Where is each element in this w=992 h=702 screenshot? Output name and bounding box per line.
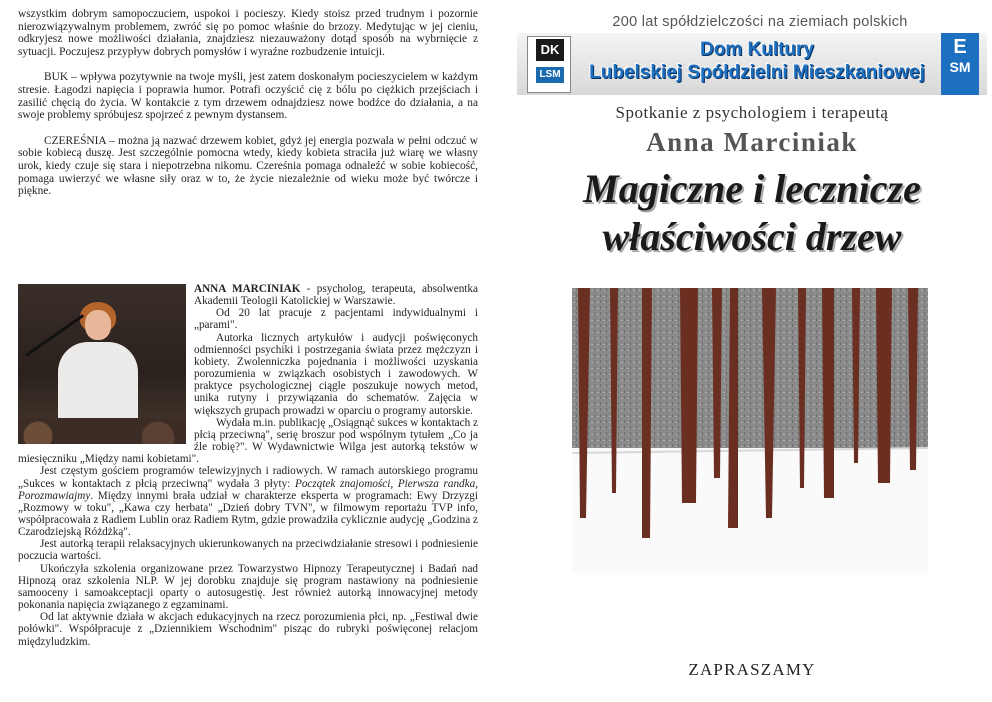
event-subtitle: Spotkanie z psychologiem i terapeutą — [615, 103, 889, 122]
bio-paragraph: Autorka licznych artykułów i audycji poświęconych odmienności psychiki i postrzegania świata przez mężczyzn i kobiety. Zwolenniczka pojednania i możliwości uzyskania porozumienia w związkach osobistych i zawodowych. W praktyce psychologicznej ciągle poszukuje nowych metod, unika rutyny i przywiązania do schematów. Zajęcia w większych grupach prowadzi w oparciu o programy autorskie. — [194, 331, 478, 417]
org-banner — [517, 33, 987, 95]
dk-lsm-logo: DK LSM — [527, 36, 571, 93]
bio-paragraph: Od 20 lat pracuje z pacjentami indywidualnymi i „parami". — [194, 307, 478, 332]
event-title: Magiczne i lecznicze właściwości drzew — [583, 166, 921, 259]
poster — [512, 0, 992, 702]
bio-paragraph: Wydała m.in. publikację „Osiągnąć sukces w kontaktach z płcią przeciwną", serię broszur pod wspólnym tytułem „Co ja źle robię?". W Wydawnictwie Wilga jest autorką tekstów w miesięczniku „Między nami kobietami". — [18, 416, 478, 466]
org-name: Dom Kultury Lubelskiej Spółdzielni Mieszkaniowej — [589, 39, 925, 83]
paragraph-buk: BUK – wpływa pozytywnie na twoje myśli, jest zatem doskonałym pocieszycielem w każdym stresie. Łagodzi napięcia i poprawia humor. Potrafi oczyścić cię z bólu po ciężkich przejściach i zasilić chęcią do życia. W kontakcie z tym drzewem odnajdziesz nowe bodźce do działania, a na swoje problemy spróbujesz spojrzeć z pewnym dystansem. — [18, 71, 478, 122]
esm-logo: E SM — [941, 33, 979, 95]
paragraph-brzoza: wszystkim dobrym samopoczuciem, uspokoi i pocieszy. Kiedy stoisz przed trudnym i pozornie nierozwiązywalnym problemem, zwróć się po pomoc właśnie do brzozy. Medytując w jej cieniu, odkryjesz nowe możliwości działania, znajdziesz niezauważony dotąd sposób na wybrnięcie z sytuacji. Poczujesz przypływ dobrych pomysłów i wyraźne rozbudzenie intuicji. — [18, 8, 478, 58]
bio-name: ANNA MARCINIAK — [194, 283, 301, 295]
bio-paragraph: Ukończyła szkolenia organizowane przez Towarzystwo Hipnozy Terapeutycznej i Badań nad Hipnozą oraz szkolenia NLP. W jej dorobku znajduje się program nastawiony na podniesienie samooceny i samoakceptacji oparty o autosugestię. Jest również autorką innowacyjnej metody pokonania napięcia związanego z egzaminami. — [18, 562, 478, 612]
speaker-photo — [18, 284, 186, 444]
invite-text: ZAPRASZAMY — [688, 660, 816, 679]
author-bio — [18, 283, 478, 648]
bio-paragraph: Od lat aktywnie działa w akcjach edukacyjnych na rzecz porozumienia płci, np. „Festiwal dwie połówki". Współpracuje z „Dziennikiem Wschodnim" pisząc do rubryki poświęconej relacjom międzyludzkim. — [18, 611, 478, 648]
article-text — [18, 8, 478, 198]
paragraph-czeresnia: CZEREŚNIA – można ją nazwać drzewem kobiet, gdyż jej energia pozwala w pełni odczuć w sobie kobiecą duszę. Jest szczególnie pomocna wtedy, kiedy kobieta straciła już wiarę we własny urok, kiedy czuje się stara i niepotrzebna nikomu. Czereśnia pomaga odnaleźć w sobie kobiecość, pomaga uwierzyć we własne siły oraz w to, że życie niezależnie od wieku może być twórcze i piękne. — [18, 134, 478, 198]
bio-intro: - psycholog, terapeuta, absolwentka Akademii Teologii Katolickiej w Warszawie. — [194, 283, 478, 308]
forest-illustration — [572, 288, 928, 573]
tagline: 200 lat spółdzielczości na ziemiach polskich — [612, 14, 908, 30]
bio-paragraph: Jest autorką terapii relaksacyjnych ukierunkowanych na przeciwdziałanie stresowi i podniesienie poczucia wartości. — [18, 538, 478, 563]
bio-paragraph: Jest częstym gościem programów telewizyjnych i radiowych. W ramach autorskiego programu „Sukces w kontaktach z płcią przeciwną" wydała 3 płyty: Początek znajomości, Pierwsza randka, Porozmawiajmy. Między innymi brała udział w charakterze eksperta w programach: Ewy Drzyzgi „Rozmowy w toku", „Kawa czy herbata" „Dzień dobry TVN", w filmowym reportażu TVP info, współpracowała z Radiem Lublin oraz Radiem Rytm, gdzie prowadziła cyklicznie audycję „Godzina z Czarodziejską Różdżką". — [18, 465, 478, 539]
speaker-name: Anna Marciniak — [646, 127, 858, 157]
